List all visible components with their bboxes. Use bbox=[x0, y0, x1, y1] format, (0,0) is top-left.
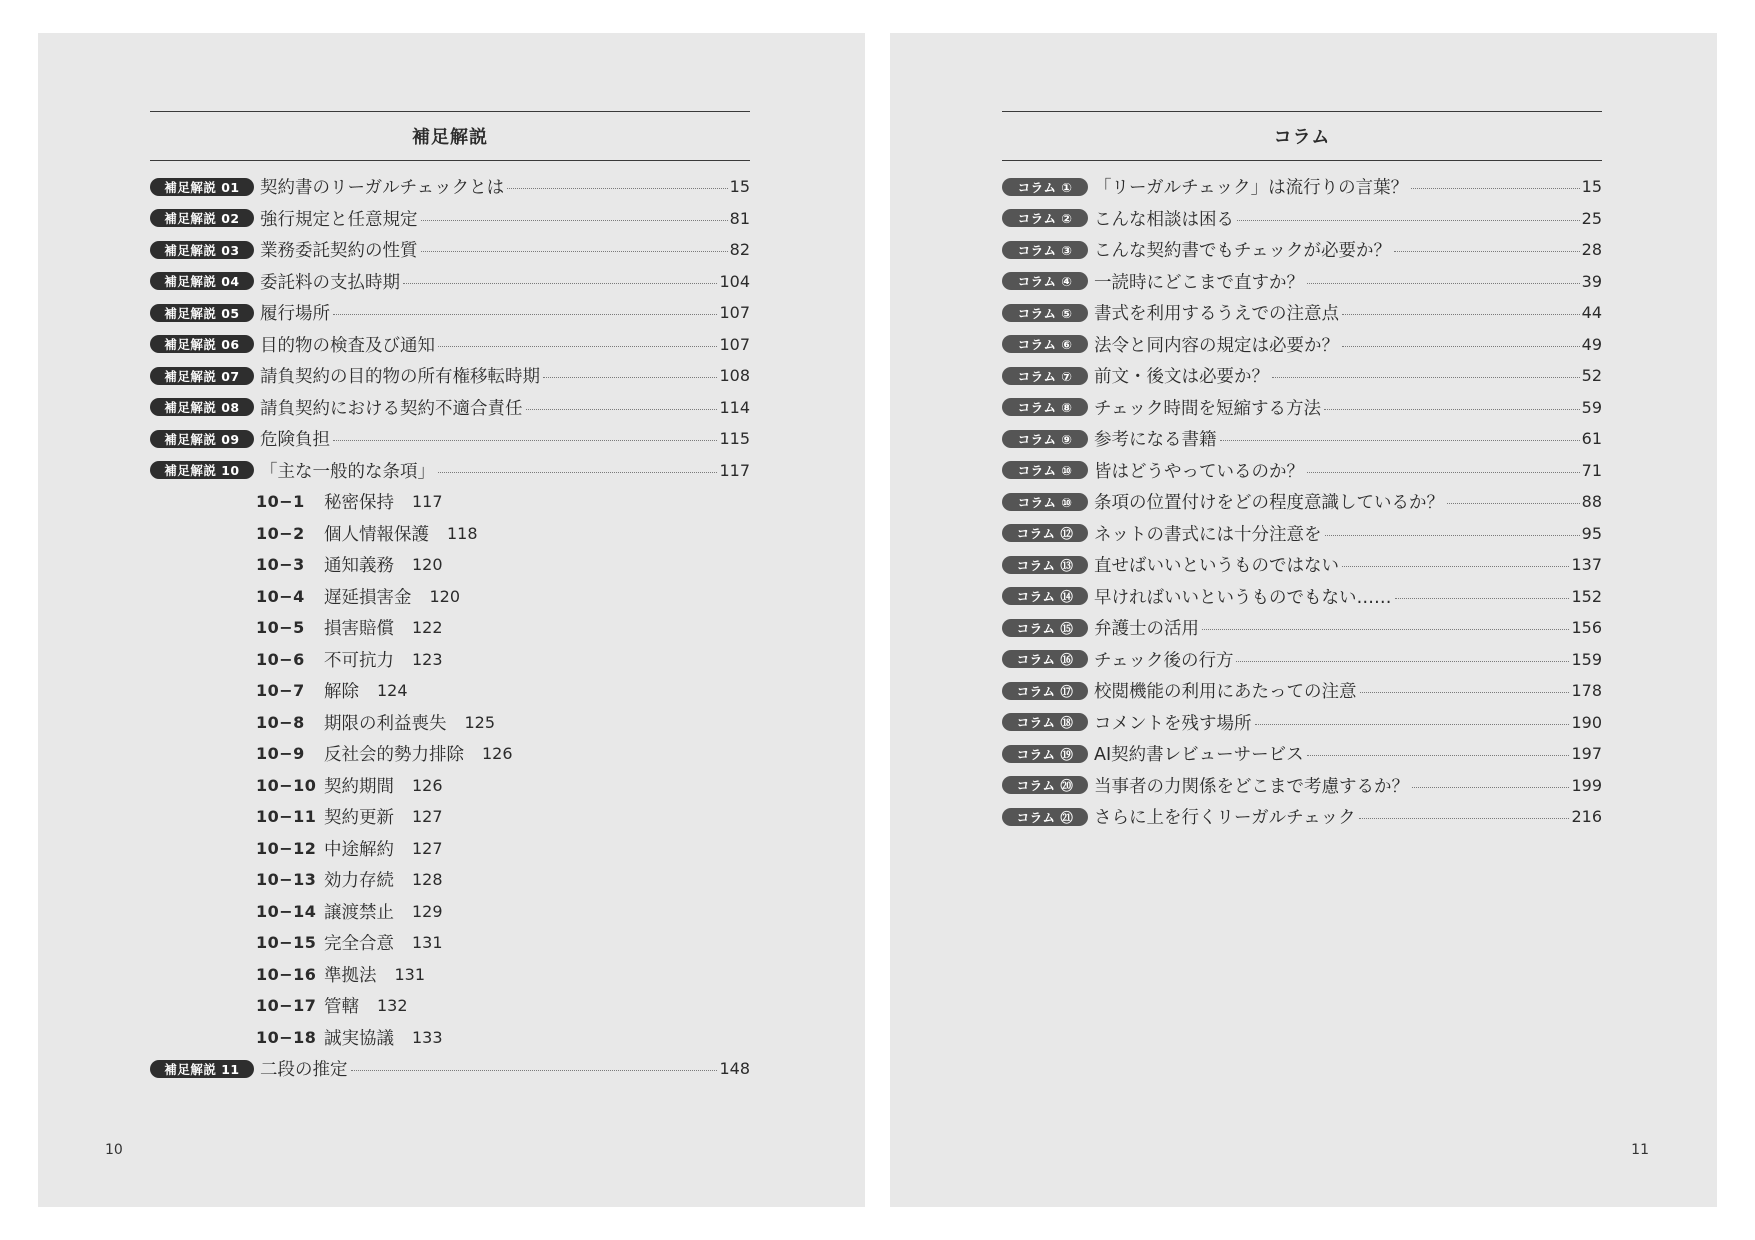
toc-entry[interactable] bbox=[1002, 770, 1602, 802]
toc-entry[interactable] bbox=[1002, 423, 1602, 455]
toc-subentry[interactable] bbox=[150, 612, 750, 644]
dot-leader bbox=[526, 409, 718, 410]
dot-leader bbox=[1220, 440, 1580, 441]
entry-page-number: 107 bbox=[719, 303, 750, 323]
toc-entry[interactable] bbox=[1002, 707, 1602, 739]
entry-page-number: 71 bbox=[1581, 460, 1602, 480]
subentry-page-number: 125 bbox=[464, 712, 496, 732]
entry-page-number: 52 bbox=[1581, 366, 1602, 386]
subentry-number: 10−11 bbox=[256, 807, 317, 827]
entry-page-number: 81 bbox=[729, 208, 750, 228]
entry-badge: 補足解説 02 bbox=[150, 209, 254, 227]
toc-subentry[interactable] bbox=[150, 801, 750, 833]
toc-entry[interactable] bbox=[1002, 738, 1602, 770]
entry-title: 危険負担 bbox=[260, 430, 330, 451]
dot-leader bbox=[1412, 787, 1569, 788]
subentry-page-number: 126 bbox=[412, 775, 443, 795]
entry-page-number: 15 bbox=[729, 177, 750, 197]
entry-badge: 補足解説 04 bbox=[150, 272, 254, 290]
entry-badge: 補足解説 06 bbox=[150, 335, 254, 353]
toc-entry[interactable] bbox=[1002, 392, 1602, 424]
toc-entry[interactable] bbox=[1002, 455, 1602, 487]
subentry-page-number: 122 bbox=[412, 618, 443, 638]
subentry-number: 10−1 bbox=[256, 492, 305, 512]
entry-page-number: 216 bbox=[1571, 807, 1602, 827]
entry-title: さらに上を行くリーガルチェック bbox=[1094, 808, 1356, 829]
subentry-title: 契約期間 bbox=[324, 776, 394, 797]
entry-page-number: 39 bbox=[1581, 271, 1602, 291]
dot-leader bbox=[1394, 251, 1580, 252]
subentry-title: 損害賠償 bbox=[324, 619, 394, 640]
subentry-title: 誠実協議 bbox=[324, 1028, 394, 1049]
subentry-number: 10−4 bbox=[256, 586, 305, 606]
entry-badge: コラム ⑰ bbox=[1002, 682, 1088, 700]
subentry-title: 完全合意 bbox=[324, 934, 394, 955]
subentry-title: 中途解約 bbox=[324, 839, 394, 860]
entry-title: AI契約書レビューサービス bbox=[1094, 745, 1304, 766]
dot-leader bbox=[1255, 724, 1570, 725]
toc-entry[interactable] bbox=[1002, 266, 1602, 298]
toc-subentry[interactable] bbox=[150, 927, 750, 959]
section-heading: 補足解説 bbox=[150, 111, 750, 161]
dot-leader bbox=[1236, 661, 1569, 662]
toc-entry[interactable] bbox=[150, 423, 750, 455]
toc-entry[interactable] bbox=[1002, 581, 1602, 613]
entry-badge: コラム ⑫ bbox=[1002, 524, 1088, 542]
supplement-section bbox=[150, 111, 750, 1085]
entry-badge: 補足解説 01 bbox=[150, 178, 254, 196]
toc-subentry[interactable] bbox=[150, 518, 750, 550]
toc-entry[interactable] bbox=[1002, 675, 1602, 707]
entry-badge: コラム ⑤ bbox=[1002, 304, 1088, 322]
dot-leader bbox=[1395, 598, 1570, 599]
dot-leader bbox=[1202, 629, 1569, 630]
subentry-title: 管轄 bbox=[324, 997, 359, 1018]
entry-page-number: 137 bbox=[1571, 555, 1602, 575]
entry-page-number: 82 bbox=[729, 240, 750, 260]
toc-subentry[interactable] bbox=[150, 486, 750, 518]
entry-title: 皆はどうやっているのか？ bbox=[1094, 461, 1304, 482]
subentry-page-number: 127 bbox=[412, 838, 443, 858]
subentry-page-number: 123 bbox=[412, 649, 443, 669]
page-number: 11 bbox=[1631, 1142, 1649, 1158]
dot-leader bbox=[543, 377, 717, 378]
dot-leader bbox=[438, 346, 717, 347]
subentry-number: 10−18 bbox=[256, 1027, 317, 1047]
entry-page-number: 115 bbox=[719, 429, 750, 449]
subentry-title: 通知義務 bbox=[324, 556, 394, 577]
entry-title: 弁護士の活用 bbox=[1094, 619, 1199, 640]
entry-page-number: 159 bbox=[1571, 649, 1602, 669]
entry-title: 前文・後文は必要か？ bbox=[1094, 367, 1269, 388]
subentry-page-number: 118 bbox=[447, 523, 478, 543]
entry-page-number: 152 bbox=[1571, 586, 1602, 606]
subentry-title: 個人情報保護 bbox=[324, 524, 429, 545]
entry-page-number: 59 bbox=[1581, 397, 1602, 417]
entry-page-number: 156 bbox=[1571, 618, 1602, 638]
subentry-title: 契約更新 bbox=[324, 808, 394, 829]
dot-leader bbox=[1307, 472, 1580, 473]
entry-badge: コラム ⑯ bbox=[1002, 650, 1088, 668]
toc-subentry[interactable] bbox=[150, 1022, 750, 1054]
toc-entry[interactable] bbox=[1002, 360, 1602, 392]
toc-entry[interactable] bbox=[150, 329, 750, 361]
entry-title: 条項の位置付けをどの程度意識しているか？ bbox=[1094, 493, 1444, 514]
page-number: 10 bbox=[105, 1142, 123, 1158]
entry-badge: コラム ⑭ bbox=[1002, 587, 1088, 605]
toc-entry[interactable] bbox=[1002, 329, 1602, 361]
entry-title: 業務委託契約の性質 bbox=[260, 241, 418, 262]
entry-page-number: 108 bbox=[719, 366, 750, 386]
entry-badge: 補足解説 08 bbox=[150, 398, 254, 416]
subentry-number: 10−3 bbox=[256, 555, 305, 575]
subentry-page-number: 131 bbox=[412, 933, 443, 953]
entry-page-number: 107 bbox=[719, 334, 750, 354]
toc-subentry[interactable] bbox=[150, 864, 750, 896]
entry-page-number: 114 bbox=[719, 397, 750, 417]
subentry-page-number: 127 bbox=[412, 807, 443, 827]
toc-subentry[interactable] bbox=[150, 675, 750, 707]
entry-page-number: 61 bbox=[1581, 429, 1602, 449]
toc-entry[interactable] bbox=[150, 360, 750, 392]
entry-badge: コラム ① bbox=[1002, 178, 1088, 196]
entry-title: チェック後の行方 bbox=[1094, 650, 1234, 671]
entry-title: チェック時間を短縮する方法 bbox=[1094, 398, 1321, 419]
subentry-number: 10−12 bbox=[256, 838, 317, 858]
entry-badge: コラム ㉑ bbox=[1002, 808, 1088, 826]
dot-leader bbox=[333, 314, 717, 315]
dot-leader bbox=[421, 220, 728, 221]
dot-leader bbox=[333, 440, 717, 441]
entry-badge: コラム ② bbox=[1002, 209, 1088, 227]
entry-title: 法令と同内容の規定は必要か？ bbox=[1094, 335, 1339, 356]
entry-badge: コラム ⑱ bbox=[1002, 713, 1088, 731]
entry-page-number: 88 bbox=[1581, 492, 1602, 512]
entry-page-number: 104 bbox=[719, 271, 750, 291]
entry-badge: 補足解説 11 bbox=[150, 1060, 254, 1078]
subentry-title: 準拠法 bbox=[324, 965, 377, 986]
dot-leader bbox=[1359, 818, 1570, 819]
toc-entry[interactable] bbox=[150, 455, 750, 487]
subentry-page-number: 133 bbox=[412, 1027, 443, 1047]
toc-subentry[interactable] bbox=[150, 644, 750, 676]
dot-leader bbox=[1411, 188, 1580, 189]
dot-leader bbox=[1342, 566, 1569, 567]
entry-badge: コラム ③ bbox=[1002, 241, 1088, 259]
subentry-page-number: 120 bbox=[429, 586, 461, 606]
entry-badge: コラム ⑦ bbox=[1002, 367, 1088, 385]
dot-leader bbox=[1237, 220, 1580, 221]
toc-entry[interactable] bbox=[150, 297, 750, 329]
toc-subentry[interactable] bbox=[150, 707, 750, 739]
entry-title: 二段の推定 bbox=[260, 1060, 348, 1081]
section-heading: コラム bbox=[1002, 111, 1602, 161]
entry-page-number: 199 bbox=[1571, 775, 1602, 795]
subentry-page-number: 126 bbox=[482, 744, 513, 764]
entry-title: 請負契約における契約不適合責任 bbox=[260, 398, 523, 419]
subentry-number: 10−7 bbox=[256, 681, 305, 701]
dot-leader bbox=[1307, 755, 1570, 756]
entry-page-number: 95 bbox=[1581, 523, 1602, 543]
entry-badge: コラム ④ bbox=[1002, 272, 1088, 290]
toc-entry[interactable] bbox=[1002, 171, 1602, 203]
subentry-title: 期限の利益喪失 bbox=[324, 713, 447, 734]
toc-entry[interactable] bbox=[1002, 518, 1602, 550]
subentry-number: 10−14 bbox=[256, 901, 317, 921]
entry-title: こんな契約書でもチェックが必要か？ bbox=[1094, 241, 1391, 262]
toc-entry[interactable] bbox=[150, 392, 750, 424]
subentry-title: 解除 bbox=[324, 682, 359, 703]
dot-leader bbox=[1272, 377, 1580, 378]
toc-subentry[interactable] bbox=[150, 738, 750, 770]
entry-title: 早ければいいというものでもない…… bbox=[1094, 587, 1392, 608]
entry-title: 「リーガルチェック」は流行りの言葉？ bbox=[1094, 178, 1409, 199]
toc-entry[interactable] bbox=[1002, 234, 1602, 266]
entry-page-number: 117 bbox=[719, 460, 750, 480]
supplement-list bbox=[150, 171, 750, 1085]
entry-badge: コラム ⑳ bbox=[1002, 776, 1088, 794]
subentry-number: 10−5 bbox=[256, 618, 305, 638]
toc-subentry[interactable] bbox=[150, 959, 750, 991]
subentry-title: 秘密保持 bbox=[324, 493, 394, 514]
entry-title: 当事者の力関係をどこまで考慮するか？ bbox=[1094, 776, 1409, 797]
entry-badge: コラム ⑩ bbox=[1002, 461, 1088, 479]
subentry-title: 譲渡禁止 bbox=[324, 902, 394, 923]
entry-title: 校閲機能の利用にあたっての注意 bbox=[1094, 682, 1357, 703]
toc-entry[interactable] bbox=[1002, 297, 1602, 329]
entry-badge: コラム ⑮ bbox=[1002, 619, 1088, 637]
entry-badge: コラム ⑲ bbox=[1002, 745, 1088, 763]
subentry-title: 不可抗力 bbox=[324, 650, 394, 671]
dot-leader bbox=[1324, 409, 1580, 410]
subentry-page-number: 129 bbox=[412, 901, 443, 921]
dot-leader bbox=[1342, 346, 1580, 347]
entry-badge: 補足解説 09 bbox=[150, 430, 254, 448]
entry-badge: 補足解説 07 bbox=[150, 367, 254, 385]
toc-entry[interactable] bbox=[1002, 644, 1602, 676]
entry-badge: コラム ⑨ bbox=[1002, 430, 1088, 448]
subentry-page-number: 117 bbox=[412, 492, 443, 512]
dot-leader bbox=[507, 188, 728, 189]
toc-entry[interactable] bbox=[1002, 801, 1602, 833]
subentry-number: 10−6 bbox=[256, 649, 305, 669]
right-page bbox=[890, 33, 1717, 1207]
entry-title: 目的物の検査及び通知 bbox=[260, 335, 435, 356]
entry-title: ネットの書式には十分注意を bbox=[1094, 524, 1322, 545]
subentry-number: 10−13 bbox=[256, 870, 317, 890]
dot-leader bbox=[421, 251, 728, 252]
toc-entry[interactable] bbox=[1002, 486, 1602, 518]
subentry-number: 10−10 bbox=[256, 775, 317, 795]
toc-subentry[interactable] bbox=[150, 833, 750, 865]
entry-badge: コラム ⑧ bbox=[1002, 398, 1088, 416]
subentry-page-number: 131 bbox=[394, 964, 426, 984]
entry-title: 契約書のリーガルチェックとは bbox=[260, 178, 505, 199]
column-list bbox=[1002, 171, 1602, 833]
entry-page-number: 178 bbox=[1571, 681, 1602, 701]
subentry-page-number: 124 bbox=[377, 681, 408, 701]
entry-title: コメントを残す場所 bbox=[1094, 713, 1252, 734]
toc-subentry[interactable] bbox=[150, 581, 750, 613]
dot-leader bbox=[438, 472, 717, 473]
toc-entry[interactable] bbox=[150, 1053, 750, 1085]
toc-entry[interactable] bbox=[150, 234, 750, 266]
entry-page-number: 49 bbox=[1581, 334, 1602, 354]
entry-title: 「主な一般的な条項」 bbox=[260, 461, 435, 482]
toc-entry[interactable] bbox=[1002, 612, 1602, 644]
entry-title: 強行規定と任意規定 bbox=[260, 209, 418, 230]
toc-entry[interactable] bbox=[1002, 203, 1602, 235]
dot-leader bbox=[1325, 535, 1580, 536]
dot-leader bbox=[1342, 314, 1580, 315]
subentry-page-number: 132 bbox=[377, 996, 408, 1016]
subentry-number: 10−8 bbox=[256, 712, 305, 732]
subentry-number: 10−2 bbox=[256, 523, 305, 543]
entry-title: 請負契約の目的物の所有権移転時期 bbox=[260, 367, 540, 388]
dot-leader bbox=[403, 283, 717, 284]
entry-badge: 補足解説 03 bbox=[150, 241, 254, 259]
toc-subentry[interactable] bbox=[150, 896, 750, 928]
entry-page-number: 44 bbox=[1581, 303, 1602, 323]
entry-page-number: 197 bbox=[1571, 744, 1602, 764]
entry-page-number: 28 bbox=[1581, 240, 1602, 260]
subentry-page-number: 128 bbox=[412, 870, 443, 890]
dot-leader bbox=[351, 1070, 718, 1071]
dot-leader bbox=[1447, 503, 1580, 504]
dot-leader bbox=[1307, 283, 1580, 284]
toc-entry[interactable] bbox=[150, 171, 750, 203]
toc-subentry[interactable] bbox=[150, 549, 750, 581]
subentry-number: 10−16 bbox=[256, 964, 317, 984]
dot-leader bbox=[1360, 692, 1570, 693]
toc-entry[interactable] bbox=[150, 203, 750, 235]
subentry-title: 効力存続 bbox=[324, 871, 394, 892]
entry-badge: コラム ⑬ bbox=[1002, 556, 1088, 574]
entry-page-number: 25 bbox=[1581, 208, 1602, 228]
toc-subentry[interactable] bbox=[150, 990, 750, 1022]
entry-page-number: 15 bbox=[1581, 177, 1602, 197]
entry-page-number: 190 bbox=[1571, 712, 1602, 732]
subentry-page-number: 120 bbox=[412, 555, 443, 575]
subentry-title: 遅延損害金 bbox=[324, 587, 412, 608]
left-page bbox=[38, 33, 865, 1207]
subentry-number: 10−15 bbox=[256, 933, 317, 953]
column-section bbox=[1002, 111, 1602, 833]
subentry-number: 10−9 bbox=[256, 744, 305, 764]
entry-badge: 補足解説 10 bbox=[150, 461, 254, 479]
toc-entry[interactable] bbox=[150, 266, 750, 298]
subentry-title: 反社会的勢力排除 bbox=[324, 745, 464, 766]
toc-subentry[interactable] bbox=[150, 770, 750, 802]
entry-badge: 補足解説 05 bbox=[150, 304, 254, 322]
entry-title: 直せばいいというものではない bbox=[1094, 556, 1339, 577]
entry-title: こんな相談は困る bbox=[1094, 209, 1234, 230]
entry-badge: コラム ⑩ bbox=[1002, 493, 1088, 511]
subentry-number: 10−17 bbox=[256, 996, 317, 1016]
entry-page-number: 148 bbox=[719, 1059, 750, 1079]
entry-title: 履行場所 bbox=[260, 304, 330, 325]
entry-title: 参考になる書籍 bbox=[1094, 430, 1217, 451]
entry-title: 委託料の支払時期 bbox=[260, 272, 400, 293]
entry-badge: コラム ⑥ bbox=[1002, 335, 1088, 353]
toc-entry[interactable] bbox=[1002, 549, 1602, 581]
entry-title: 書式を利用するうえでの注意点 bbox=[1094, 304, 1339, 325]
entry-title: 一読時にどこまで直すか？ bbox=[1094, 272, 1304, 293]
